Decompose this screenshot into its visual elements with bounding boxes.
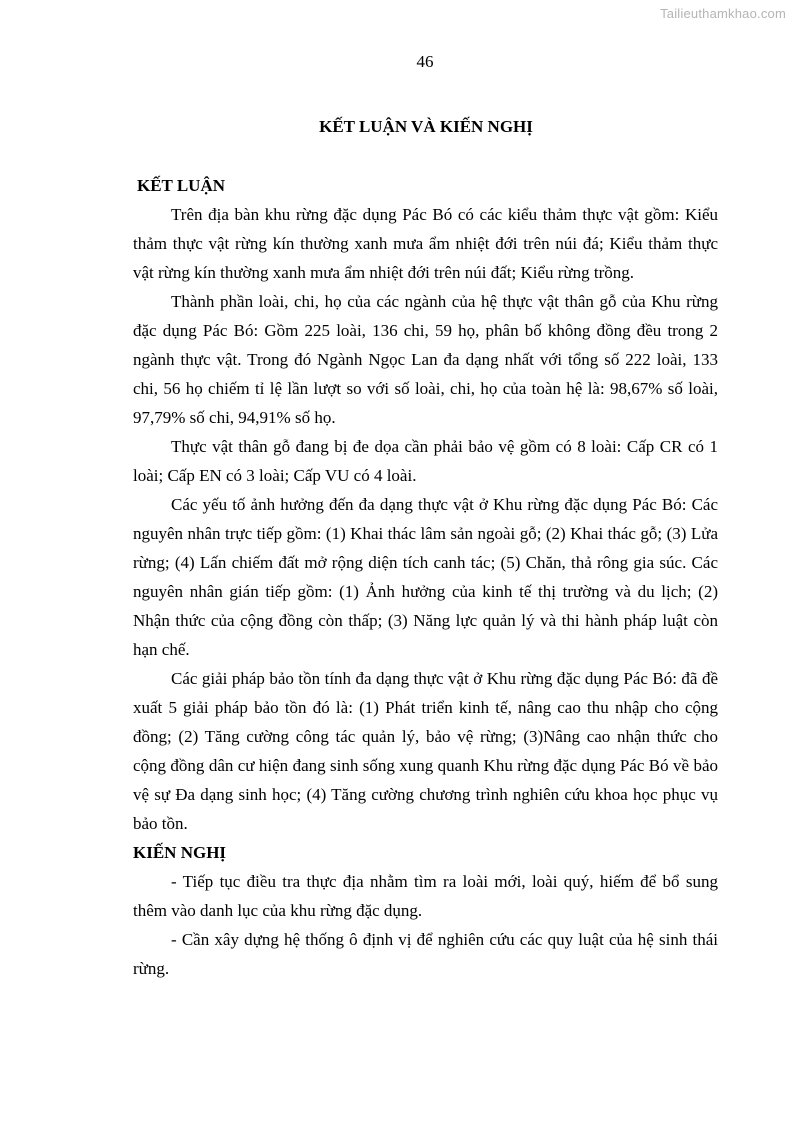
conclusion-paragraph-2: Thành phần loài, chi, họ của các ngành của hệ thực vật thân gỗ của Khu rừng đặc dụng Pác Bó: Gồm 225 loài, 136 chi, 59 họ, phân bố không đồng đều trong 2 ngành thực vật. Trong đó Ngành Ngọc Lan đa dạng nhất với tổng số 222 loài, 133 chi, 56 họ chiếm tỉ lệ lần lượt so với số loài, chi, họ của toàn hệ là: 98,67% số loài, 97,79% số chi, 94,91% số họ. — [133, 292, 718, 427]
conclusion-paragraph-1: Trên địa bàn khu rừng đặc dụng Pác Bó có các kiểu thảm thực vật gồm: Kiểu thảm thực vật rừng kín thường xanh mưa ẩm nhiệt đới trên núi đá; Kiểu thảm thực vật rừng kín thường xanh mưa ẩm nhiệt đới trên núi đất; Kiểu rừng trồng. — [133, 205, 718, 282]
conclusion-paragraph-5: Các giải pháp bảo tồn tính đa dạng thực vật ở Khu rừng đặc dụng Pác Bó: đã đề xuất 5 giải pháp bảo tồn đó là: (1) Phát triển kinh tế, nâng cao thu nhập cho cộng đồng; (2) Tăng cường công tác quản lý, bảo vệ rừng; (3)Nâng cao nhận thức cho cộng đồng dân cư hiện đang sinh sống xung quanh Khu rừng đặc dụng Pác Bó về bảo vệ sự Đa dạng sinh học; (4) Tăng cường chương trình nghiên cứu khoa học phục vụ bảo tồn. — [133, 669, 718, 833]
document-body — [133, 171, 718, 983]
conclusion-paragraph-4: Các yếu tố ảnh hưởng đến đa dạng thực vật ở Khu rừng đặc dụng Pác Bó: Các nguyên nhân trực tiếp gồm: (1) Khai thác lâm sản ngoài gỗ; (2) Khai thác gỗ; (3) Lửa rừng; (4) Lấn chiếm đất mở rộng diện tích canh tác; (5) Chăn, thả rông gia súc. Các nguyên nhân gián tiếp gồm: (1) Ảnh hưởng của kinh tế thị trường và du lịch; (2) Nhận thức của cộng đồng còn thấp; (3) Năng lực quản lý và thi hành pháp luật còn hạn chế. — [133, 495, 718, 659]
recommendation-paragraph-1: - Tiếp tục điều tra thực địa nhằm tìm ra loài mới, loài quý, hiếm để bổ sung thêm vào danh lục của khu rừng đặc dụng. — [133, 872, 718, 920]
page-number: 46 — [416, 52, 434, 71]
watermark: Tailieuthamkhao.com — [660, 6, 786, 21]
recommendation-paragraph-2: - Cần xây dựng hệ thống ô định vị để nghiên cứu các quy luật của hệ sinh thái rừng. — [133, 930, 718, 978]
recommendation-heading: KIẾN NGHỊ — [133, 843, 227, 862]
page-title: KẾT LUẬN VÀ KIẾN NGHỊ — [319, 117, 533, 136]
conclusion-paragraph-3: Thực vật thân gỗ đang bị đe dọa cần phải bảo vệ gồm có 8 loài: Cấp CR có 1 loài; Cấp EN có 3 loài; Cấp VU có 4 loài. — [133, 437, 718, 485]
conclusion-heading: KẾT LUẬN — [137, 176, 226, 195]
